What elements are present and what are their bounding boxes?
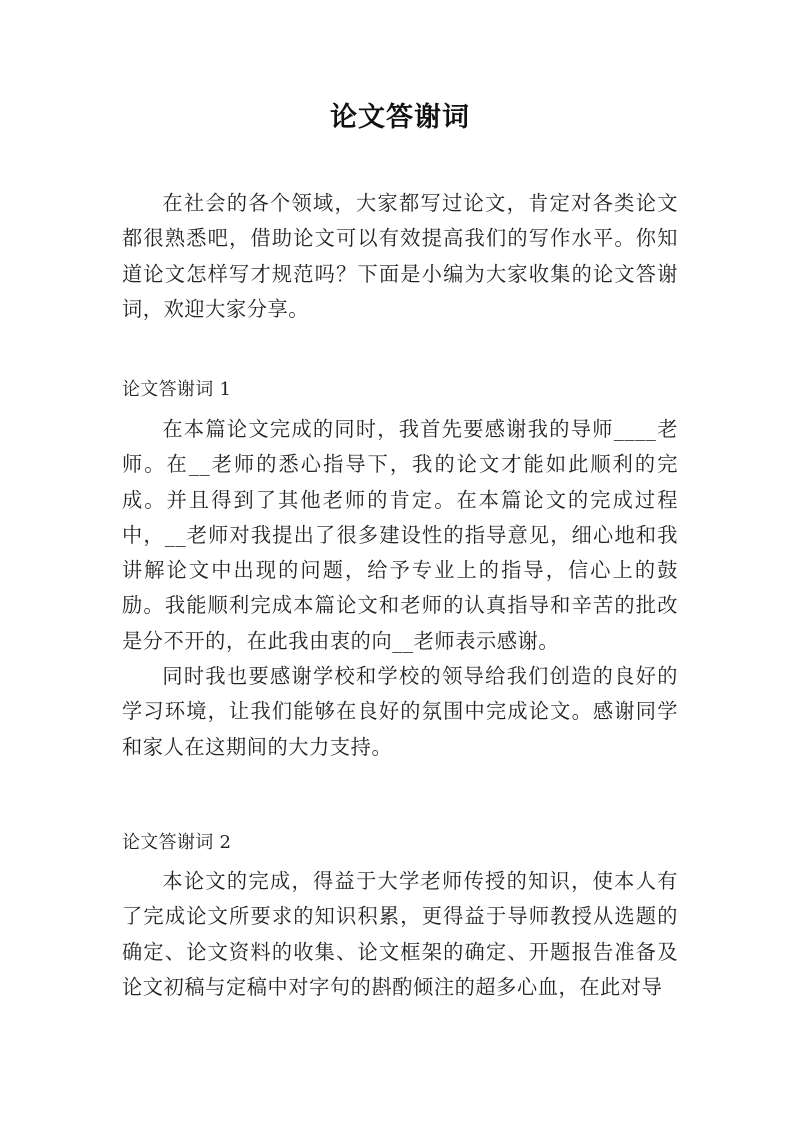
section-1-paragraph-2: 同时我也要感谢学校和学校的领导给我们创造的良好的学习环境，让我们能够在良好的氛围中完成论文。感谢同学和家人在这期间的大力支持。: [122, 664, 678, 759]
section-body-2: [122, 864, 678, 1005]
intro-paragraph: 在社会的各个领域，大家都写过论文，肯定对各类论文都很熟悉吧，借助论文可以有效提高我们的写作水平。你知道论文怎样写才规范吗？下面是小编为大家收集的论文答谢词，欢迎大家分享。: [122, 191, 678, 321]
section-1-paragraph-1: 在本篇论文完成的同时，我首先要感谢我的导师____老师。在__老师的悉心指导下，我的论文才能如此顺利的完成。并且得到了其他老师的肯定。在本篇论文的完成过程中，__老师对我提出了很多建设性的指导意见，细心地和我讲解论文中出现的问题，给予专业上的指导，信心上的鼓励。我能顺利完成本篇论文和老师的认真指导和辛苦的批改是分不开的，在此我由衷的向__老师表示感谢。: [122, 417, 678, 653]
document-title: 论文答谢词: [330, 102, 470, 133]
section-body-1: [122, 412, 678, 765]
section-heading-2: 论文答谢词 2: [122, 832, 232, 853]
intro-section: [122, 186, 678, 327]
section-heading-1: 论文答谢词 1: [122, 379, 232, 400]
section-2-paragraph-1: 本论文的完成，得益于大学老师传授的知识，使本人有了完成论文所要求的知识积累，更得益于导师教授从选题的确定、论文资料的收集、论文框架的确定、开题报告准备及论文初稿与定稿中对字句的斟酌倾注的超多心血，在此对导: [122, 869, 678, 999]
